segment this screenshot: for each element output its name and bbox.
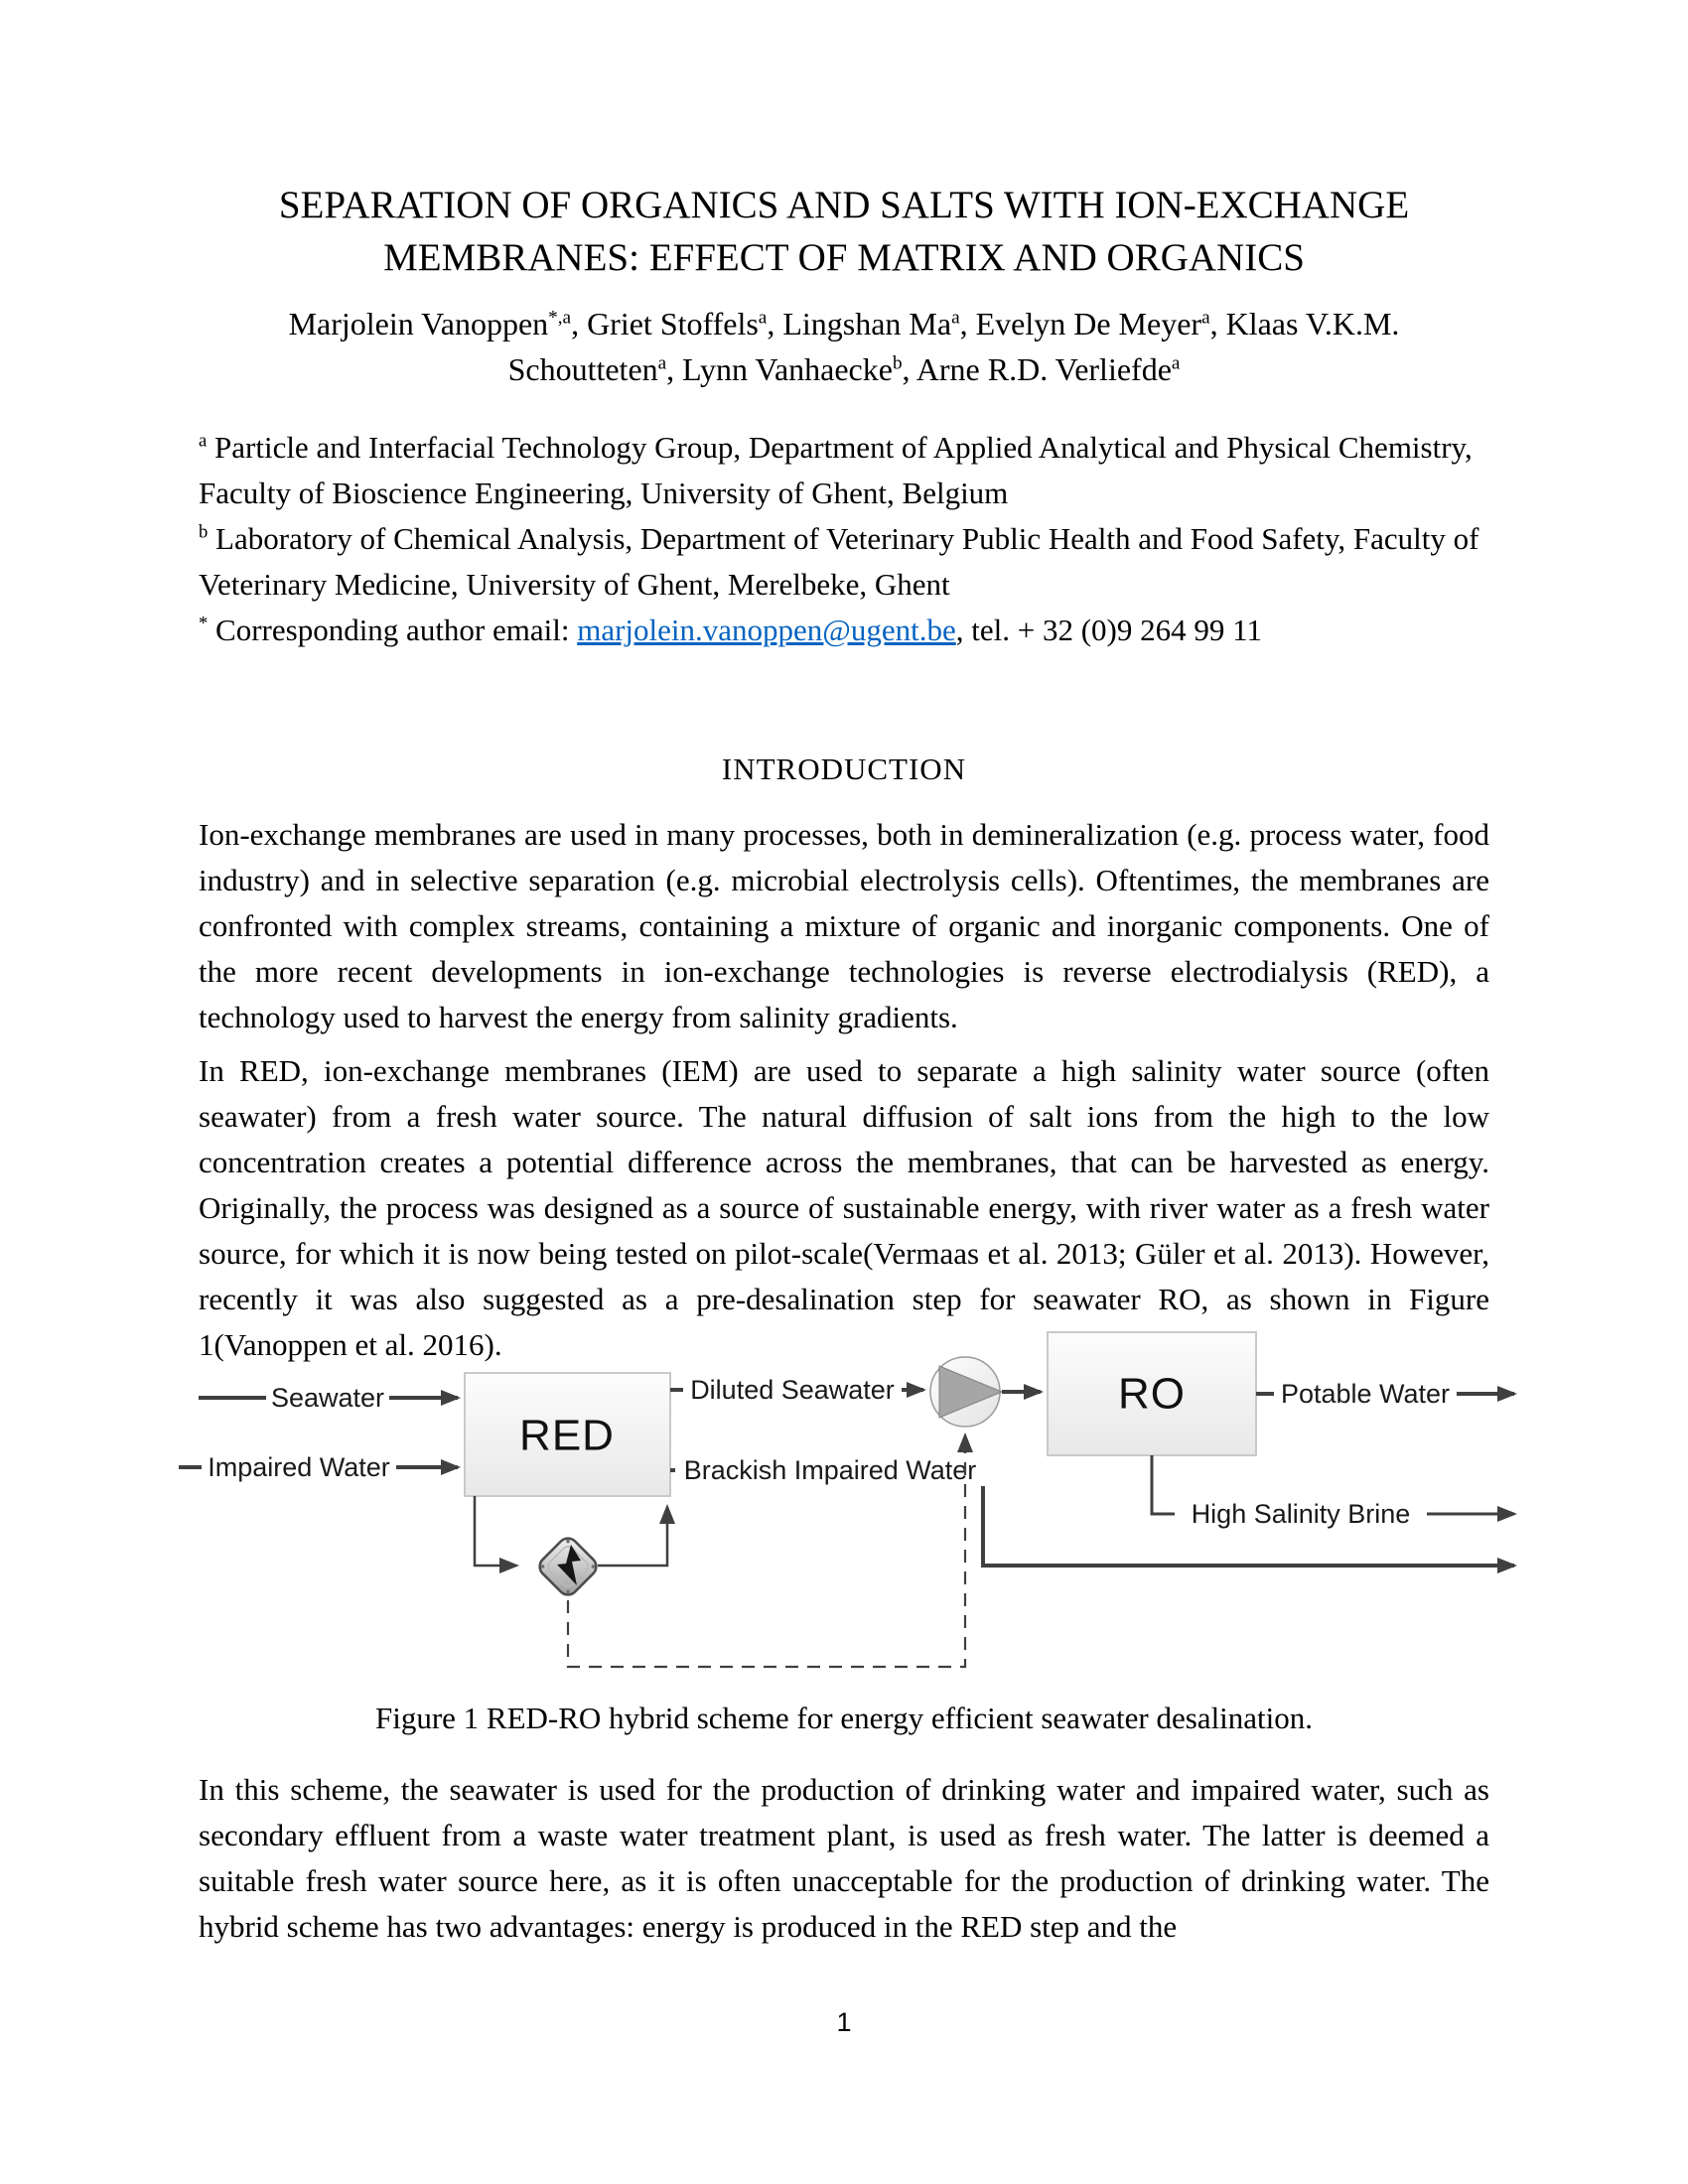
affiliation-a: $^a$ Particle and Interfacial Technology Group, Department of Applied Analytical and Physical Chemistry, Faculty of Bioscience Engineering, University of Ghent, Belgium (199, 430, 1473, 510)
figure-caption: Figure 1 RED-RO hybrid scheme for energy efficient seawater desalination. (374, 1701, 1314, 1735)
title-line-2: MEMBRANES: EFFECT OF MATRIX AND ORGANICS (383, 236, 1305, 279)
flow-label-seawater: Seawater (270, 1383, 385, 1413)
flow-label-impaired-water: Impaired Water (208, 1452, 390, 1482)
flow-label-brackish-impaired-water: Brackish Impaired Water (683, 1455, 977, 1485)
pump-icon (930, 1357, 1002, 1427)
flow-label-potable-water: Potable Water (1280, 1379, 1451, 1409)
page-number: 1 (836, 2007, 852, 2037)
flow-label-diluted-seawater: Diluted Seawater (690, 1375, 895, 1405)
paragraph-2: In RED, ion-exchange membranes (IEM) are used to separate a high salinity water source (often seawater) from a fresh water source. The natural diffusion of salt ions from the high to the low concentration creates a potential difference across the membranes, that can be harvested as energy. Originally, the process was designed as a source of sustainable energy, with river water as a fresh water source, for which it is now being tested on pilot-scale(Vermaas et al. 2013; Güler et al. 2013). However, recently it was also suggested as a pre-desalination step for seawater RO, as shown in Figure 1(Vanoppen et al. 2016). (199, 1053, 1489, 1362)
energy-loop-left-line (475, 1496, 516, 1566)
affiliation-b: $^b$ Laboratory of Chemical Analysis, Department of Veterinary Public Health and Food Safety, Faculty of Veterinary Medicine, University of Ghent, Merelbeke, Ghent (199, 521, 1479, 602)
lightning-bolt-icon (535, 1534, 600, 1598)
email-link[interactable]: marjolein.vanoppen@ugent.be (577, 613, 956, 647)
ro-unit-label: RO (1118, 1369, 1186, 1419)
author-line-2: Schoutteten$^a$, Lynn Vanhaecke$^b$, Arne R.D. Verliefde$^a$ (507, 351, 1181, 387)
author-line-1: Marjolein Vanoppen$^{*,a}$, Griet Stoffels$^a$, Lingshan Ma$^a$, Evelyn De Meyer$^a$, Klaas V.K.M. (288, 306, 1400, 341)
corresponding-author-line: * Corresponding author email: marjolein.vanoppen@ugent.be, tel. + 32 (0)9 264 99 11 (199, 613, 1262, 647)
paragraph-3: In this scheme, the seawater is used for the production of drinking water and impaired water, such as secondary effluent from a waste water treatment plant, is used as fresh water. The latter is deemed a suitable fresh water source here, as it is often unacceptable for the production of drinking water. The hybrid scheme has two advantages: energy is produced in the RED step and the (199, 1772, 1489, 1944)
flow-label-high-salinity-brine: High Salinity Brine (1191, 1499, 1411, 1529)
author-list (199, 301, 1489, 392)
paragraph-1: Ion-exchange membranes are used in many processes, both in demineralization (e.g. process water, food industry) and in selective separation (e.g. microbial electrolysis cells). Oftentimes, the membranes are confronted with complex streams, containing a mixture of organic and inorganic components. One of the more recent developments in ion-exchange technologies is reverse electrodialysis (RED), a technology used to harvest the energy from salinity gradients. (199, 817, 1489, 1034)
energy-loop-right-line (598, 1507, 667, 1566)
red-unit-label: RED (519, 1411, 615, 1460)
section-heading-introduction: INTRODUCTION (721, 751, 967, 786)
figure-1-diagram (179, 1320, 1539, 1688)
page-title (199, 179, 1489, 284)
affiliations (199, 425, 1489, 653)
title-line-1: SEPARATION OF ORGANICS AND SALTS WITH ION-EXCHANGE (278, 184, 1410, 226)
